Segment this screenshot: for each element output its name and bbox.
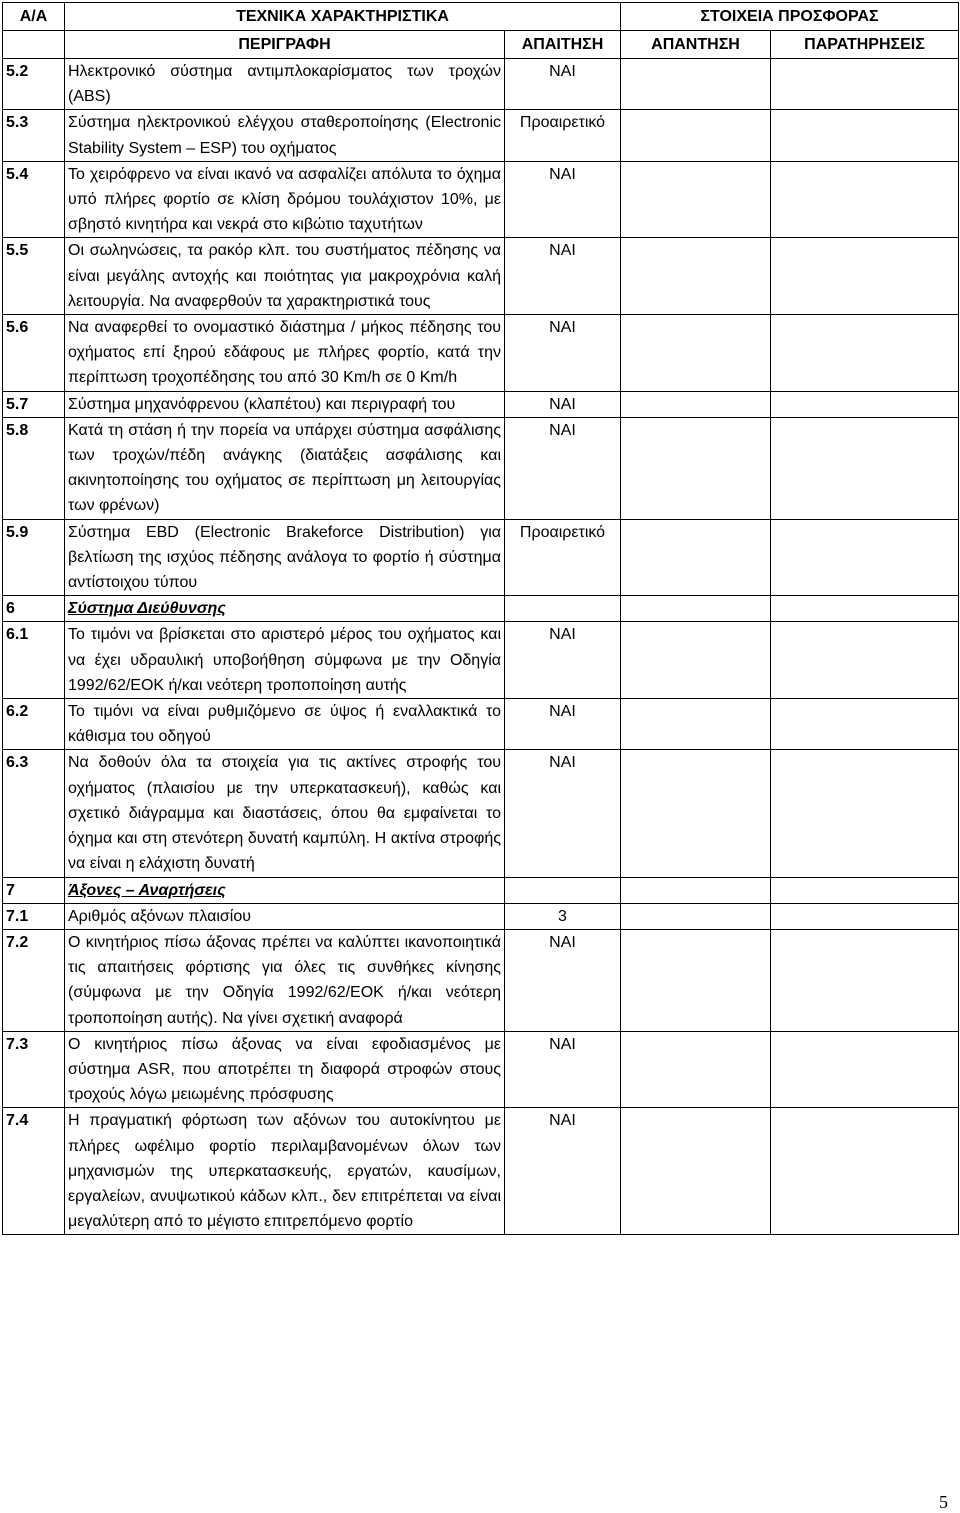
row-notes-cell bbox=[771, 238, 959, 315]
table-row bbox=[3, 110, 959, 161]
row-answer-cell bbox=[621, 1108, 771, 1235]
row-requirement: Προαιρετικό bbox=[505, 519, 621, 596]
row-description: Κατά τη στάση ή την πορεία να υπάρχει σύστημα ασφάλισης των τροχών/πέδη ανάγκης (διατάξεις ασφάλισης και ακινητοποίησης του οχήματος σε περίπτωση μη λειτουργίας των φρένων) bbox=[65, 417, 505, 519]
row-notes-cell bbox=[771, 929, 959, 1031]
row-description: Το τιμόνι να βρίσκεται στο αριστερό μέρος του οχήματος και να έχει υδραυλική υποβοήθηση σύμφωνα με την Οδηγία 1992/62/ΕΟΚ ή/και νεότερη τροποποίηση αυτής bbox=[65, 622, 505, 699]
row-number: 7.3 bbox=[3, 1031, 65, 1108]
section-title: Άξονες – Αναρτήσεις bbox=[65, 877, 505, 903]
row-requirement bbox=[505, 596, 621, 622]
row-answer-cell bbox=[621, 750, 771, 877]
row-description: Οι σωληνώσεις, τα ρακόρ κλπ. του συστήματος πέδησης να είναι μεγάλης αντοχής και ποιότητας για μακροχρόνια καλή λειτουργία. Να αναφερθούν τα χαρακτηριστικά τους bbox=[65, 238, 505, 315]
table-row bbox=[3, 929, 959, 1031]
row-notes-cell bbox=[771, 59, 959, 110]
row-notes-cell bbox=[771, 1108, 959, 1235]
row-description: Ο κινητήριος πίσω άξονας πρέπει να καλύπτει ικανοποιητικά τις απαιτήσεις φόρτισης για όλες τις συνθήκες κίνησης (σύμφωνα με την Οδηγία 1992/62/ΕΟΚ ή/και νεότερη τροποποίηση αυτής). Να γίνει σχετική αναφορά bbox=[65, 929, 505, 1031]
row-number: 6.1 bbox=[3, 622, 65, 699]
row-requirement: ΝΑΙ bbox=[505, 750, 621, 877]
row-number: 7.1 bbox=[3, 903, 65, 929]
row-answer-cell bbox=[621, 877, 771, 903]
row-answer-cell bbox=[621, 417, 771, 519]
row-number: 7.4 bbox=[3, 1108, 65, 1235]
table-row bbox=[3, 59, 959, 110]
table-row bbox=[3, 622, 959, 699]
table-row bbox=[3, 238, 959, 315]
row-answer-cell bbox=[621, 391, 771, 417]
row-number: 6.2 bbox=[3, 699, 65, 750]
table-row bbox=[3, 315, 959, 392]
row-number: 5.4 bbox=[3, 161, 65, 238]
row-answer-cell bbox=[621, 110, 771, 161]
section-title: Σύστημα Διεύθυνσης bbox=[65, 596, 505, 622]
row-requirement: 3 bbox=[505, 903, 621, 929]
column-header-notes: ΠΑΡΑΤΗΡΗΣΕΙΣ bbox=[771, 31, 959, 59]
row-answer-cell bbox=[621, 596, 771, 622]
table-row bbox=[3, 903, 959, 929]
row-description: Αριθμός αξόνων πλαισίου bbox=[65, 903, 505, 929]
header-row-groups bbox=[3, 3, 959, 31]
row-requirement: ΝΑΙ bbox=[505, 315, 621, 392]
table-row bbox=[3, 1031, 959, 1108]
row-number: 5.5 bbox=[3, 238, 65, 315]
row-notes-cell bbox=[771, 903, 959, 929]
row-answer-cell bbox=[621, 903, 771, 929]
row-description: Η πραγματική φόρτωση των αξόνων του αυτοκίνητου με πλήρες ωφέλιμο φορτίο περιλαμβανομένων όλων των μηχανισμών της υπερκατασκευής, εργατών, καυσίμων, εργαλείων, ανυψωτικού κάδων κλπ., δεν επιτρέπεται να είναι μεγαλύτερη από το μέγιστο επιτρεπόμενο φορτίο bbox=[65, 1108, 505, 1235]
row-requirement: ΝΑΙ bbox=[505, 417, 621, 519]
table-row bbox=[3, 417, 959, 519]
row-description: Σύστημα μηχανόφρενου (κλαπέτου) και περιγραφή του bbox=[65, 391, 505, 417]
row-answer-cell bbox=[621, 59, 771, 110]
row-number: 6 bbox=[3, 596, 65, 622]
row-notes-cell bbox=[771, 161, 959, 238]
section-row bbox=[3, 877, 959, 903]
page-number: 5 bbox=[939, 1492, 948, 1512]
row-requirement: ΝΑΙ bbox=[505, 238, 621, 315]
row-answer-cell bbox=[621, 929, 771, 1031]
row-requirement: ΝΑΙ bbox=[505, 59, 621, 110]
table-row bbox=[3, 1108, 959, 1235]
row-notes-cell bbox=[771, 417, 959, 519]
section-row bbox=[3, 596, 959, 622]
row-answer-cell bbox=[621, 699, 771, 750]
header-row-columns bbox=[3, 31, 959, 59]
row-answer-cell bbox=[621, 315, 771, 392]
row-answer-cell bbox=[621, 1031, 771, 1108]
row-requirement: ΝΑΙ bbox=[505, 1108, 621, 1235]
row-description: Ο κινητήριος πίσω άξονας να είναι εφοδιασμένος με σύστημα ASR, που αποτρέπει τη διαφορά στροφών στους τροχούς λόγω μειωμένης πρόσφυσης bbox=[65, 1031, 505, 1108]
column-header-aa: Α/Α bbox=[3, 3, 65, 31]
table-row bbox=[3, 161, 959, 238]
row-answer-cell bbox=[621, 519, 771, 596]
row-requirement: ΝΑΙ bbox=[505, 161, 621, 238]
table-row bbox=[3, 750, 959, 877]
table-row bbox=[3, 519, 959, 596]
row-notes-cell bbox=[771, 315, 959, 392]
table-row bbox=[3, 391, 959, 417]
row-number: 6.3 bbox=[3, 750, 65, 877]
row-requirement: ΝΑΙ bbox=[505, 699, 621, 750]
row-number: 7 bbox=[3, 877, 65, 903]
row-requirement: ΝΑΙ bbox=[505, 391, 621, 417]
column-header-answer: ΑΠΑΝΤΗΣΗ bbox=[621, 31, 771, 59]
row-number: 5.2 bbox=[3, 59, 65, 110]
row-number: 5.6 bbox=[3, 315, 65, 392]
row-description: Ηλεκτρονικό σύστημα αντιμπλοκαρίσματος των τροχών (ABS) bbox=[65, 59, 505, 110]
row-number: 5.7 bbox=[3, 391, 65, 417]
row-notes-cell bbox=[771, 391, 959, 417]
row-requirement: Προαιρετικό bbox=[505, 110, 621, 161]
row-description: Σύστημα EBD (Electronic Brakeforce Distribution) για βελτίωση της ισχύος πέδησης ανάλογα το φορτίο ή σύστημα αντίστοιχου τύπου bbox=[65, 519, 505, 596]
group-header-tech: ΤΕΧΝΙΚΑ ΧΑΡΑΚΤΗΡΙΣΤΙΚΑ bbox=[65, 3, 621, 31]
row-answer-cell bbox=[621, 622, 771, 699]
row-answer-cell bbox=[621, 238, 771, 315]
column-header-description: ΠΕΡΙΓΡΑΦΗ bbox=[65, 31, 505, 59]
row-notes-cell bbox=[771, 699, 959, 750]
row-description: Να αναφερθεί το ονομαστικό διάστημα / μήκος πέδησης του οχήματος επί ξηρού εδάφους με πλήρες φορτίο, κατά την περίπτωση τροχοπέδησης του από 30 Km/h σε 0 Km/h bbox=[65, 315, 505, 392]
column-header-blank bbox=[3, 31, 65, 59]
row-number: 5.8 bbox=[3, 417, 65, 519]
specs-table bbox=[2, 2, 959, 1235]
row-notes-cell bbox=[771, 596, 959, 622]
column-header-requirement: ΑΠΑΙΤΗΣΗ bbox=[505, 31, 621, 59]
row-description: Σύστημα ηλεκτρονικού ελέγχου σταθεροποίησης (Electronic Stability System – ESP) του οχήματος bbox=[65, 110, 505, 161]
row-notes-cell bbox=[771, 519, 959, 596]
row-number: 7.2 bbox=[3, 929, 65, 1031]
row-notes-cell bbox=[771, 750, 959, 877]
row-requirement: ΝΑΙ bbox=[505, 1031, 621, 1108]
row-description: Να δοθούν όλα τα στοιχεία για τις ακτίνες στροφής του οχήματος (πλαισίου με την υπερκατασκευή), καθώς και σχετικό διάγραμμα και διαστάσεις, όπου θα εμφαίνεται το όχημα και στη στενότερη δυνατή καμπύλη. Η ακτίνα στροφής να είναι η ελάχιστη δυνατή bbox=[65, 750, 505, 877]
row-requirement bbox=[505, 877, 621, 903]
row-requirement: ΝΑΙ bbox=[505, 929, 621, 1031]
row-number: 5.9 bbox=[3, 519, 65, 596]
row-description: Το τιμόνι να είναι ρυθμιζόμενο σε ύψος ή εναλλακτικά το κάθισμα του οδηγού bbox=[65, 699, 505, 750]
row-requirement: ΝΑΙ bbox=[505, 622, 621, 699]
table-row bbox=[3, 699, 959, 750]
row-notes-cell bbox=[771, 877, 959, 903]
table-body bbox=[3, 59, 959, 1235]
row-notes-cell bbox=[771, 110, 959, 161]
row-description: Το χειρόφρενο να είναι ικανό να ασφαλίζει απόλυτα το όχημα υπό πλήρες φορτίο σε κλίση δρόμου τουλάχιστον 10%, με σβηστό κινητήρα και νεκρά στο κιβώτιο ταχυτήτων bbox=[65, 161, 505, 238]
row-notes-cell bbox=[771, 1031, 959, 1108]
row-number: 5.3 bbox=[3, 110, 65, 161]
row-answer-cell bbox=[621, 161, 771, 238]
row-notes-cell bbox=[771, 622, 959, 699]
group-header-offer: ΣΤΟΙΧΕΙΑ ΠΡΟΣΦΟΡΑΣ bbox=[621, 3, 959, 31]
